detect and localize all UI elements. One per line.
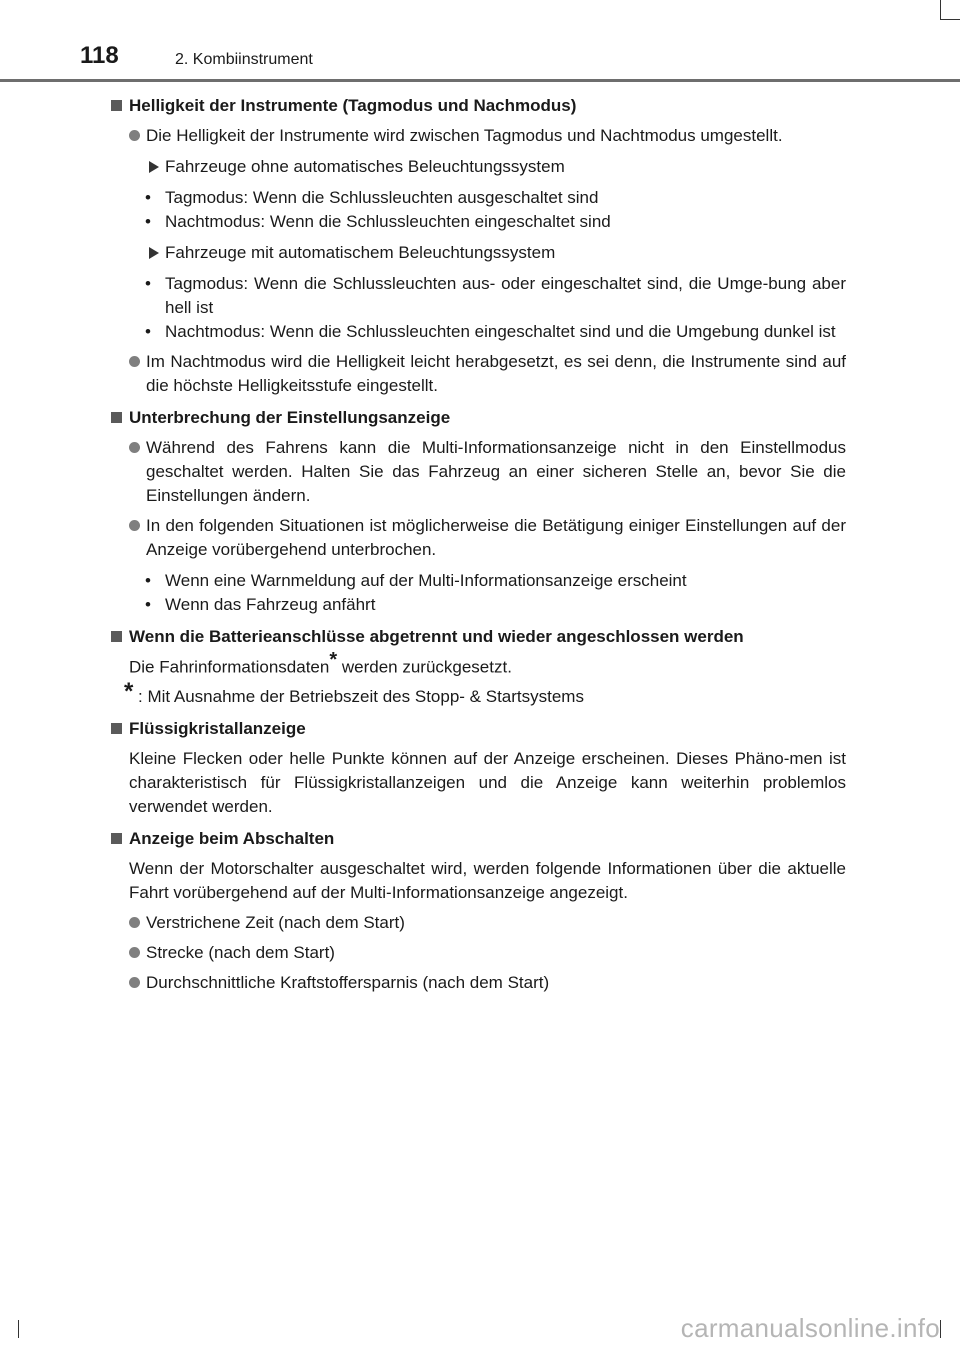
item-text: Nachtmodus: Wenn die Schlussleuchten eingeschaltet sind und die Umgebung dunkel ist bbox=[165, 322, 836, 341]
item-text: Wenn eine Warnmeldung auf der Multi-Informationsanzeige erscheint bbox=[165, 571, 687, 590]
crop-mark-top-right bbox=[940, 0, 941, 20]
list-item bbox=[110, 911, 846, 935]
asterisk-mark: * bbox=[329, 649, 338, 671]
circle-bullet-icon bbox=[129, 917, 140, 928]
lcd-paragraph: Kleine Flecken oder helle Punkte können auf der Anzeige erscheinen. Dieses Phäno-men ist charakteristisch für Flüssigkristallanzeigen und die Anzeige kann weiterhin problemlos verwendet werden. bbox=[129, 748, 846, 816]
middle-dot-icon: • bbox=[145, 274, 151, 293]
crop-mark-bottom-right bbox=[940, 1320, 941, 1338]
crop-mark-bottom-left bbox=[18, 1320, 19, 1338]
middle-dot-icon: • bbox=[145, 595, 151, 614]
footnote-asterisk: * bbox=[124, 677, 134, 705]
middle-dot-icon: • bbox=[145, 188, 151, 207]
subheading-text: Fahrzeuge mit automatischem Beleuchtungssystem bbox=[165, 243, 556, 262]
square-bullet-icon bbox=[111, 833, 122, 844]
bullet-text: Strecke (nach dem Start) bbox=[146, 942, 335, 962]
square-bullet-icon bbox=[111, 631, 122, 642]
page-number: 118 bbox=[80, 42, 119, 69]
section-heading-lcd bbox=[110, 717, 846, 741]
section-title: Unterbrechung der Einstellungsanzeige bbox=[129, 408, 451, 427]
bullet-text: Die Helligkeit der Instrumente wird zwischen Tagmodus und Nachtmodus umgestellt. bbox=[146, 126, 783, 145]
list-item bbox=[110, 436, 846, 508]
item-text: Tagmodus: Wenn die Schlussleuchten ausgeschaltet sind bbox=[165, 188, 599, 207]
footnote bbox=[110, 677, 846, 709]
page-content bbox=[110, 94, 846, 995]
section-title: Helligkeit der Instrumente (Tagmodus und Nachmodus) bbox=[129, 96, 577, 115]
square-bullet-icon bbox=[111, 100, 122, 111]
list-item bbox=[110, 569, 846, 593]
middle-dot-icon: • bbox=[145, 571, 151, 590]
bullet-text: Während des Fahrens kann die Multi-Informationsanzeige nicht in den Einstellmodus geschaltet werden. Halten Sie das Fahrzeug an einer sicheren Stelle an, bevor Sie die Einstellungen ändern. bbox=[146, 438, 846, 505]
section-title: Anzeige beim Abschalten bbox=[129, 828, 335, 848]
list-item bbox=[110, 210, 846, 234]
battery-paragraph bbox=[110, 649, 846, 680]
section-heading-interruption bbox=[110, 406, 846, 430]
subheading-without-auto-lighting bbox=[110, 155, 846, 179]
shutdown-paragraph: Wenn der Motorschalter ausgeschaltet wird, werden folgende Informationen über die aktuelle Fahrt vorübergehend auf der Multi-Informationsanzeige angezeigt. bbox=[129, 858, 846, 902]
section-title: Wenn die Batterieanschlüsse abgetrennt und wieder angeschlossen werden bbox=[129, 627, 744, 646]
section-heading-battery bbox=[110, 625, 846, 649]
circle-bullet-icon bbox=[129, 947, 140, 958]
circle-bullet-icon bbox=[129, 977, 140, 988]
triangle-right-icon bbox=[149, 247, 159, 259]
watermark: carmanualsonline.info bbox=[680, 1313, 940, 1343]
list-item bbox=[110, 320, 846, 344]
subheading-text: Fahrzeuge ohne automatisches Beleuchtungssystem bbox=[165, 157, 565, 176]
subheading-with-auto-lighting bbox=[110, 241, 846, 265]
dot-list bbox=[110, 186, 846, 234]
header-rule bbox=[0, 79, 960, 82]
bullet-text: Durchschnittliche Kraftstoffersparnis (nach dem Start) bbox=[146, 972, 550, 992]
circle-bullet-icon bbox=[129, 130, 140, 141]
triangle-right-icon bbox=[149, 161, 159, 173]
list-item bbox=[110, 186, 846, 210]
bullet-text: Verstrichene Zeit (nach dem Start) bbox=[146, 912, 405, 932]
dot-list bbox=[110, 569, 846, 617]
middle-dot-icon: • bbox=[145, 322, 151, 341]
list-item bbox=[110, 272, 846, 320]
page-header bbox=[0, 0, 960, 84]
item-text: Nachtmodus: Wenn die Schlussleuchten eingeschaltet sind bbox=[165, 212, 611, 231]
bullet-text: In den folgenden Situationen ist möglicherweise die Betätigung einiger Einstellungen auf der Anzeige vorübergehend unterbrochen. bbox=[146, 516, 846, 559]
list-item bbox=[110, 514, 846, 562]
footnote-text: : Mit Ausnahme der Betriebszeit des Stopp- & Startsystems bbox=[138, 686, 584, 706]
circle-bullet-icon bbox=[129, 442, 140, 453]
dot-list bbox=[110, 272, 846, 344]
section-heading-brightness bbox=[110, 94, 846, 118]
list-item bbox=[110, 124, 846, 148]
circle-bullet-icon bbox=[129, 520, 140, 531]
list-item bbox=[110, 350, 846, 398]
section-heading-shutdown bbox=[110, 827, 846, 851]
crop-mark-top-right-h bbox=[940, 19, 960, 20]
paragraph-text: werden zurückgesetzt. bbox=[337, 657, 512, 677]
list-item bbox=[110, 941, 846, 965]
list-item bbox=[110, 971, 846, 995]
chapter-title: 2. Kombiinstrument bbox=[175, 51, 313, 68]
middle-dot-icon: • bbox=[145, 212, 151, 231]
item-text: Wenn das Fahrzeug anfährt bbox=[165, 595, 376, 614]
bullet-text: Im Nachtmodus wird die Helligkeit leicht herabgesetzt, es sei denn, die Instrumente sind auf die höchste Helligkeitsstufe eingestellt. bbox=[146, 352, 846, 395]
square-bullet-icon bbox=[111, 412, 122, 423]
paragraph-text: Die Fahrinformationsdaten bbox=[129, 657, 330, 677]
list-item bbox=[110, 593, 846, 617]
item-text: Tagmodus: Wenn die Schlussleuchten aus- oder eingeschaltet sind, die Umge-bung aber hell ist bbox=[165, 274, 846, 317]
circle-bullet-icon bbox=[129, 356, 140, 367]
section-title: Flüssigkristallanzeige bbox=[129, 718, 306, 738]
square-bullet-icon bbox=[111, 723, 122, 734]
